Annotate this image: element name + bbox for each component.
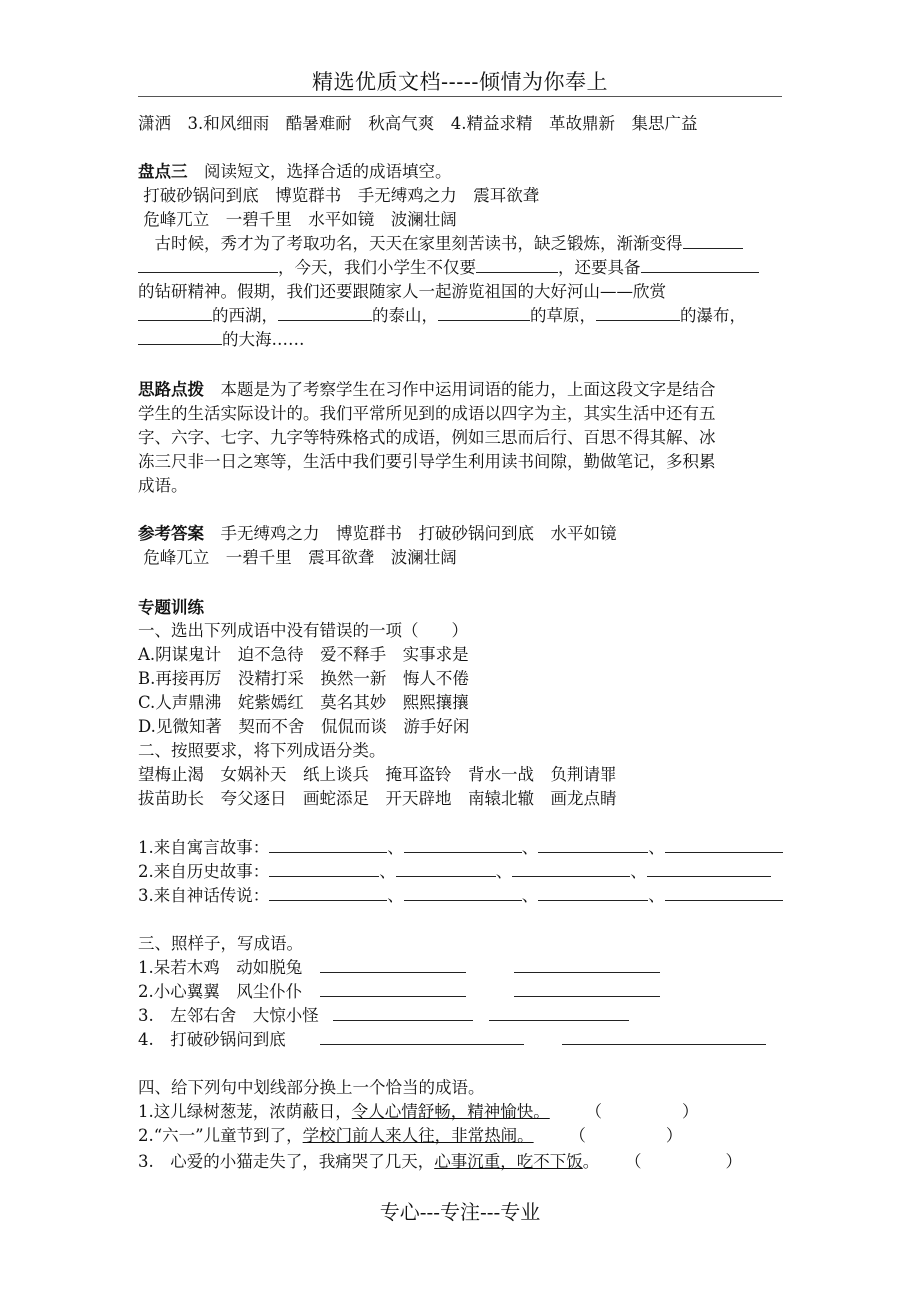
underlined-phrase: 心事沉重，吃不下饭 (434, 1152, 583, 1171)
q2-title: 二、按照要求，将下列成语分类。 (138, 741, 386, 760)
passage-text: 的瀑布， (680, 306, 746, 325)
category-label: 2.来自历史故事 (138, 862, 253, 881)
answer-paren-open: （ (577, 1126, 586, 1145)
page-header: 精选优质文档-----倾情为你奉上 (312, 70, 608, 94)
passage-text: 的西湖， (212, 306, 278, 325)
answer-paren-open: （ (593, 1102, 602, 1121)
section3-heading (138, 160, 452, 184)
passage-text: ，今天，我们小学生不仅要 (278, 258, 476, 277)
passage-text: 古时候，秀才为了考取功名，天天在家里刻苦读书，缺乏锻炼，渐渐变得 (138, 234, 683, 253)
fill-blank[interactable] (404, 836, 522, 853)
answer-paren-close: ） (665, 1126, 683, 1145)
q2-category-1 (138, 836, 783, 860)
analysis-label: 思路点拨 (138, 380, 204, 399)
answer-paren-close: ） (682, 1102, 699, 1121)
analysis-line-4: 冻三尺非一日之寒等，生活中我们要引导学生利用读书间隙，勤做笔记，多积累 (138, 452, 716, 471)
separator: 、 (630, 862, 647, 881)
separator: 、 (495, 862, 513, 881)
passage-line-2 (138, 256, 759, 280)
fill-blank[interactable] (269, 860, 379, 877)
fill-blank[interactable] (596, 304, 680, 321)
answer-paren-open: （ (633, 1152, 642, 1171)
q3-example: 1.呆若木鸡 动如脱兔 (138, 958, 303, 977)
colon: ： (252, 886, 270, 905)
sentence-end: 。 (582, 1152, 600, 1171)
passage-line-3: 的钻研精神。假期，我们还要跟随家人一起游览祖国的大好河山——欣赏 (138, 282, 666, 301)
fill-blank[interactable] (320, 956, 466, 973)
fill-blank[interactable] (683, 232, 743, 249)
q1-option-c[interactable]: C.人声鼎沸 姹紫嫣红 莫名其妙 熙熙攘攘 (138, 693, 469, 712)
q3-example: 3. 左邻右舍 大惊小怪 (138, 1006, 319, 1025)
fill-blank[interactable] (641, 256, 759, 273)
fill-blank[interactable] (138, 304, 212, 321)
answer-line-2: 危峰兀立 一碧千里 震耳欲聋 波澜壮阔 (138, 548, 457, 567)
answer-paren-close: ） (725, 1152, 742, 1171)
analysis-line-2: 学生的生活实际设计的。我们平常所见到的成语以四字为主，其实生活中还有五 (138, 404, 716, 423)
q3-title: 三、照样子，写成语。 (138, 934, 303, 953)
fill-blank[interactable] (269, 836, 387, 853)
fill-blank[interactable] (333, 1004, 473, 1021)
underlined-phrase: 学校门前人来人往，非常热闹。 (302, 1126, 534, 1145)
analysis-line-5: 成语。 (138, 476, 188, 495)
fill-blank[interactable] (489, 1004, 629, 1021)
fill-blank[interactable] (320, 1028, 524, 1045)
section3-words-row2: 危峰兀立 一碧千里 水平如镜 波澜壮阔 (138, 210, 457, 229)
underlined-phrase: 令人心情舒畅，精神愉快。 (351, 1102, 550, 1121)
top-line: 潇洒 3.和风细雨 酷暑难耐 秋高气爽 4.精益求精 革故鼎新 集思广益 (138, 114, 698, 133)
q4-sentence-3 (138, 1150, 742, 1174)
answer-label: 参考答案 (138, 524, 204, 543)
fill-blank[interactable] (138, 328, 222, 345)
fill-blank[interactable] (647, 860, 771, 877)
fill-blank[interactable] (138, 256, 278, 273)
section3-instruction: 阅读短文，选择合适的成语填空。 (187, 162, 452, 181)
training-title: 专题训练 (138, 598, 204, 617)
q1-option-d[interactable]: D.见微知著 契而不舍 侃侃而谈 游手好闲 (138, 717, 470, 736)
analysis-text: 本题是为了考察学生在习作中运用词语的能力，上面这段文字是结合 (204, 380, 716, 399)
q4-sentence-1 (138, 1100, 699, 1124)
section3-label: 盘点三 (138, 162, 188, 181)
separator: 、 (521, 838, 539, 857)
separator: 、 (521, 886, 539, 905)
q4-title: 四、给下列句中划线部分换上一个恰当的成语。 (138, 1078, 485, 1097)
page-footer: 专心---专注---专业 (379, 1200, 541, 1224)
fill-blank[interactable] (538, 884, 648, 901)
q1-title: 一、选出下列成语中没有错误的一项（ ） (138, 621, 468, 640)
passage-text: 的大海…… (222, 330, 305, 349)
separator: 、 (648, 886, 665, 905)
q4-sentence-2 (138, 1124, 682, 1148)
analysis-line-3: 字、六字、七字、九字等特殊格式的成语，例如三思而后行、百思不得其解、冰 (138, 428, 716, 447)
q2-category-2 (138, 860, 771, 884)
fill-blank[interactable] (512, 860, 630, 877)
q3-item-4 (138, 1028, 766, 1052)
passage-line-4 (138, 304, 746, 328)
sentence-text: 1.这儿绿树葱茏，浓荫蔽日， (138, 1102, 352, 1121)
passage-line-5 (138, 328, 305, 352)
fill-blank[interactable] (438, 304, 530, 321)
passage-text: 的草原， (530, 306, 596, 325)
fill-blank[interactable] (514, 956, 660, 973)
sentence-text: 3. 心爱的小猫走失了，我痛哭了几天， (138, 1152, 435, 1171)
separator: 、 (379, 862, 396, 881)
q2-words-row2: 拔苗助长 夸父逐日 画蛇添足 开天辟地 南辕北辙 画龙点睛 (138, 789, 617, 808)
fill-blank[interactable] (665, 836, 783, 853)
passage-line-1 (138, 232, 743, 256)
section3-words-row1: 打破砂锅问到底 博览群书 手无缚鸡之力 震耳欲聋 (138, 186, 540, 205)
answer-line-1 (138, 522, 617, 546)
fill-blank[interactable] (476, 256, 558, 273)
q1-option-b[interactable]: B.再接再厉 没精打采 换然一新 悔人不倦 (138, 669, 469, 688)
category-label: 1.来自寓言故事 (138, 838, 253, 857)
category-label: 3.来自神话传说 (138, 886, 253, 905)
separator: 、 (387, 838, 404, 857)
colon: ： (252, 862, 270, 881)
answer-text: 手无缚鸡之力 博览群书 打破砂锅问到底 水平如镜 (204, 524, 617, 543)
separator: 、 (387, 886, 404, 905)
q3-item-2 (138, 980, 660, 1004)
q2-words-row1: 望梅止渴 女娲补天 纸上谈兵 掩耳盗铃 背水一战 负荆请罪 (138, 765, 617, 784)
colon: ： (252, 838, 270, 857)
analysis-line-1 (138, 378, 716, 402)
q1-option-a[interactable]: A.阴谋鬼计 迫不急待 爱不释手 实事求是 (138, 645, 469, 664)
sentence-text: 2.“六一”儿童节到了， (138, 1126, 303, 1145)
passage-text: 的泰山， (372, 306, 438, 325)
separator: 、 (648, 838, 665, 857)
fill-blank[interactable] (404, 884, 522, 901)
q2-category-3 (138, 884, 783, 908)
q3-example: 2.小心翼翼 风尘仆仆 (138, 982, 303, 1001)
fill-blank[interactable] (562, 1028, 766, 1045)
fill-blank[interactable] (538, 836, 648, 853)
fill-blank[interactable] (320, 980, 466, 997)
q3-item-1 (138, 956, 660, 980)
q3-example: 4. 打破砂锅问到底 (138, 1030, 286, 1049)
fill-blank[interactable] (514, 980, 660, 997)
fill-blank[interactable] (278, 304, 372, 321)
fill-blank[interactable] (269, 884, 387, 901)
header-rule (138, 96, 782, 97)
q3-item-3 (138, 1004, 629, 1028)
fill-blank[interactable] (396, 860, 496, 877)
passage-text: ，还要具备 (558, 258, 641, 277)
fill-blank[interactable] (665, 884, 783, 901)
